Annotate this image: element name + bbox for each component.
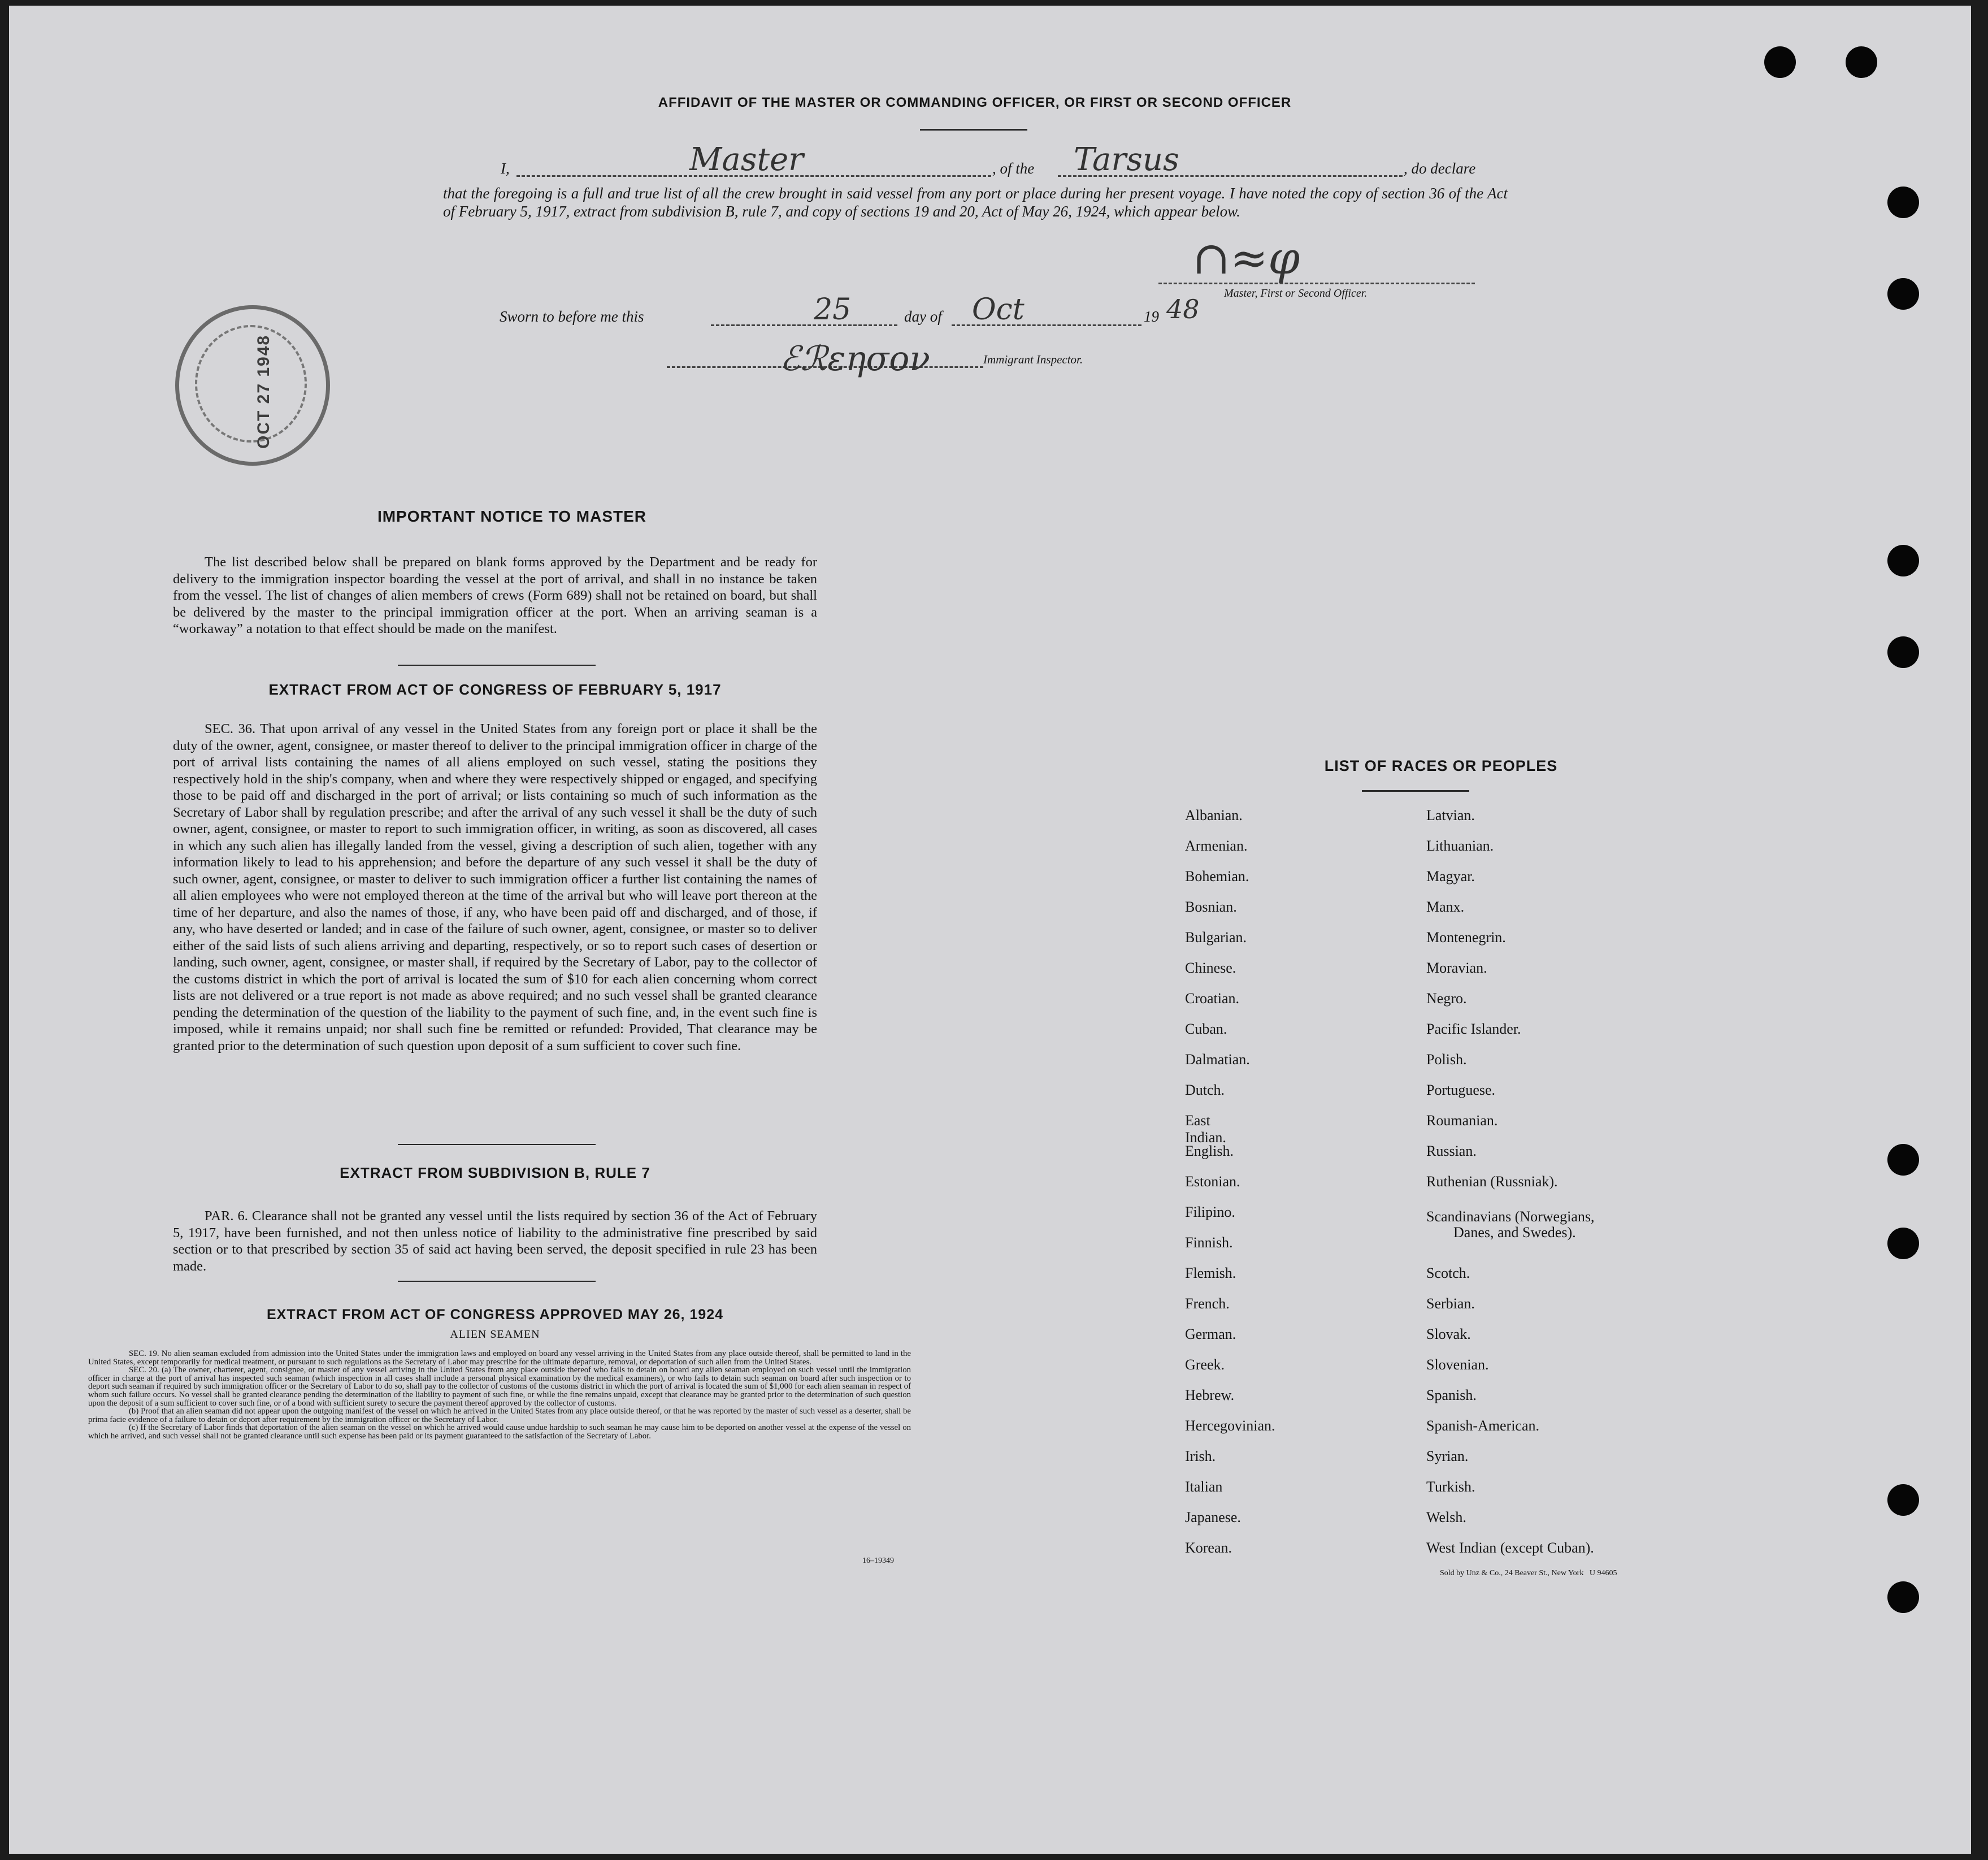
handwritten-day: 25 [814, 293, 852, 327]
race-item: English. [1185, 1143, 1234, 1159]
race-item: Korean. [1185, 1540, 1232, 1556]
race-item: Welsh. [1426, 1509, 1466, 1525]
race-item: Russian. [1426, 1143, 1477, 1159]
race-item: Manx. [1426, 899, 1465, 915]
year-prefix: 19 [1144, 308, 1159, 325]
handwritten-year: 48 [1166, 294, 1200, 324]
race-item: Cuban. [1185, 1021, 1227, 1037]
race-item: Slovak. [1426, 1326, 1471, 1342]
inspector-caption: Immigrant Inspector. [983, 353, 1083, 366]
extract1917-title: EXTRACT FROM ACT OF CONGRESS OF FEBRUARY 5, 1917 [268, 681, 722, 698]
rule7-body [173, 1208, 817, 1274]
handwritten-month: Oct [972, 293, 1025, 327]
race-item: Hercegovinian. [1185, 1417, 1275, 1434]
punch-hole [1846, 46, 1877, 78]
day-blank [711, 324, 897, 326]
signature-caption: Master, First or Second Officer. [1224, 287, 1368, 300]
race-item: Japanese. [1185, 1509, 1241, 1525]
race-item: Dalmatian. [1185, 1051, 1250, 1068]
affidavit-line1-prefix: I, [501, 160, 510, 177]
race-item: Portuguese. [1426, 1082, 1496, 1098]
race-item: French. [1185, 1295, 1230, 1312]
date-stamp [175, 305, 330, 466]
race-item: Croatian. [1185, 990, 1240, 1007]
race-item: Latvian. [1426, 807, 1475, 823]
race-item: Syrian. [1426, 1448, 1469, 1464]
race-item: Finnish. [1185, 1234, 1233, 1251]
section-rule [398, 1281, 596, 1282]
sec19-paragraph: SEC. 19. No alien seaman excluded from admission into the United States under the immigration laws and employed on board any vessel arriving in the United States from any place outside thereof, shall be permitted to land in the United States, except temporarily for medical treatment, or pursuant to such regulations as the Secretary of Labor may prescribe for the ultimate departure, removal, or deportation of such alien from the United States. [88, 1349, 911, 1367]
extract1924-body [88, 1350, 911, 1441]
race-item: Estonian. [1185, 1173, 1240, 1190]
notice-title: IMPORTANT NOTICE TO MASTER [377, 508, 647, 525]
punch-hole [1887, 1581, 1919, 1613]
race-item: Filipino. [1185, 1204, 1235, 1220]
extract1924-subtitle: ALIEN SEAMEN [450, 1328, 540, 1341]
punch-hole [1887, 1144, 1919, 1176]
form-number: 16–19349 [862, 1556, 894, 1565]
race-item: Roumanian. [1426, 1112, 1498, 1129]
printer-footer: Sold by Unz & Co., 24 Beaver St., New York U 94605 [1440, 1569, 1617, 1577]
races-title-rule [1362, 790, 1469, 792]
par6-paragraph: PAR. 6. Clearance shall not be granted any vessel until the lists required by section 36 of the Act of February 5, 1917, have been furnished, and not then unless notice of liability to the administrative fine prescribed by said section or to that prescribed by section 35 of said act having been served, the deposit specified in rule 23 has been made. [173, 1208, 817, 1274]
extract1924-title: EXTRACT FROM ACT OF CONGRESS APPROVED MAY 26, 1924 [266, 1307, 724, 1323]
race-item: Hebrew. [1185, 1387, 1235, 1403]
punch-hole [1887, 187, 1919, 218]
affidavit-title: AFFIDAVIT OF THE MASTER OR COMMANDING OFFICER, OR FIRST OR SECOND OFFICER [658, 95, 1292, 110]
race-item: Ruthenian (Russniak). [1426, 1173, 1558, 1190]
notice-body [173, 554, 817, 638]
day-of: day of [904, 308, 942, 325]
section-rule [398, 1144, 596, 1145]
race-item: Scandinavians (Norwegians, [1426, 1208, 1595, 1225]
race-item: Slovenian. [1426, 1356, 1489, 1373]
sec20b-paragraph: (b) Proof that an alien seaman did not appear upon the outgoing manifest of the vessel on which he arrived in the United States from any place outside thereof, or that he was reported by the master of such vessel as a deserter, shall be prima facie evidence of a failure to detain or deport after requirement by the immigration officer or the Secretary of Labor. [88, 1407, 911, 1424]
race-item: Bulgarian. [1185, 929, 1247, 946]
section-rule [398, 665, 596, 666]
race-item: Moravian. [1426, 960, 1487, 976]
extract1917-body [173, 721, 817, 1054]
race-item: German. [1185, 1326, 1236, 1342]
punch-hole [1887, 545, 1919, 576]
inspector-signature: ℰℛεησον [780, 339, 930, 379]
race-item: Montenegrin. [1426, 929, 1506, 946]
master-signature: ∩≈φ [1192, 232, 1300, 284]
rule7-title: EXTRACT FROM SUBDIVISION B, RULE 7 [340, 1164, 650, 1181]
title-rule [920, 129, 1027, 131]
races-title: LIST OF RACES OR PEOPLES [1324, 757, 1558, 774]
race-item: Italian [1185, 1479, 1223, 1495]
race-item: Danes, and Swedes). [1453, 1224, 1576, 1241]
race-item: Pacific Islander. [1426, 1021, 1521, 1037]
handwritten-name: Master [689, 141, 804, 178]
stamp-date: OCT 27 1948 [254, 334, 273, 449]
race-item: Greek. [1185, 1356, 1225, 1373]
race-item: Albanian. [1185, 807, 1243, 823]
punch-hole [1764, 46, 1796, 78]
punch-hole [1887, 1484, 1919, 1516]
punch-hole [1887, 636, 1919, 668]
race-item: Dutch. [1185, 1082, 1225, 1098]
signature-line [1158, 283, 1475, 284]
stamp-inner-ring [195, 325, 307, 443]
race-item: Spanish. [1426, 1387, 1477, 1403]
affidavit-body: that the foregoing is a full and true list of all the crew brought in said vessel from any port or place during her present voyage. I have noted the copy of section 36 of the Act of February 5, 1917, extract from subdivision B, rule 7, and copy of sections 19 and 20, Act of May 26, 1924, which appear below. [443, 185, 1508, 220]
race-item: Bohemian. [1185, 868, 1249, 885]
sec20a-paragraph: SEC. 20. (a) The owner, charterer, agent, consignee, or master of any vessel arriving in the United States from any place outside thereof who fails to detain on board any alien seaman employed on such vessel until the immigration officer in charge at the port of arrival has inspected such seaman (which inspection in all cases shall include a personal physical examination by the medical examiners), or who fails to detain such seaman on board after such inspection or to deport such seaman if required by such immigration officer or the Secretary of Labor to do so, shall pay to the collector of customs of the customs district in which the port of arrival is located the sum of $1,000 for each alien seaman in respect of whom such failure occurs. No vessel shall be granted clearance pending the determination of the liability to payment of such fine, or while the fine remains unpaid, except that clearance may be granted prior to the determination of such question upon the deposit of a sum sufficient to cover such fine, or of a bond with sufficient surety to secure the payment thereof approved by the collector of customs. [88, 1365, 911, 1408]
race-item: West Indian (except Cuban). [1426, 1540, 1594, 1556]
race-item: Flemish. [1185, 1265, 1236, 1281]
race-item: Spanish-American. [1426, 1417, 1540, 1434]
race-item: Scotch. [1426, 1265, 1470, 1281]
punch-hole [1887, 1228, 1919, 1259]
race-item: Polish. [1426, 1051, 1467, 1068]
race-item: Bosnian. [1185, 899, 1237, 915]
affidavit-line1-suffix: , do declare [1404, 160, 1476, 177]
race-item: Armenian. [1185, 838, 1248, 854]
race-item: Chinese. [1185, 960, 1236, 976]
race-item: Lithuanian. [1426, 838, 1494, 854]
sec20c-paragraph: (c) If the Secretary of Labor finds that deportation of the alien seaman on the vessel on which he arrived would cause undue hardship to such seaman he may cause him to be deported on another vessel at the expense of the vessel on which he arrived, and such vessel shall not be granted clearance until such expense has been paid or its payment guaranteed to the satisfaction of the Secretary of Labor. [88, 1423, 911, 1441]
sworn-prefix: Sworn to before me this [500, 308, 644, 325]
race-item: Serbian. [1426, 1295, 1475, 1312]
notice-paragraph: The list described below shall be prepared on blank forms approved by the Department and be ready for delivery to the immigration inspector boarding the vessel at the port of arrival, and shall in no instance be taken from the vessel. The list of changes of alien members of crews (Form 689) shall not be retained on board, but shall be delivered by the master to the principal immigration officer at the port. When an arriving seaman is a “workaway” a notation to that effect should be made on the manifest. [173, 554, 817, 636]
punch-hole [1887, 278, 1919, 310]
handwritten-vessel: Tarsus [1074, 141, 1179, 178]
race-item: Irish. [1185, 1448, 1216, 1464]
affidavit-line1-mid: , of the [992, 160, 1035, 177]
race-item: Turkish. [1426, 1479, 1475, 1495]
race-item: East Indian. [1185, 1112, 1226, 1146]
race-item: Negro. [1426, 990, 1467, 1007]
sec36-paragraph: SEC. 36. That upon arrival of any vessel in the United States from any foreign port or place it shall be the duty of the owner, agent, consignee, or master thereof to deliver to the principal immigration officer in charge of the port of arrival lists containing the names of all aliens employed on such vessel, stating the positions they respectively hold in the ship's company, when and where they were respectively shipped or engaged, and specifying those to be paid off and discharged in the port of arrival; or lists containing so much of such information as the Secretary of Labor shall by regulation prescribe; and after the arrival of any such vessel it shall be the duty of such owner, agent, consignee, or master to report to such immigration officer, in writing, as soon as discovered, all cases in which any such alien has illegally landed from the vessel, giving a description of such alien, together with any information likely to lead to his apprehension; and before the departure of any such vessel it shall be the duty of such owner, agent, consignee, or master to deliver to such immigration officer a further list containing the names of all alien employees who were not employed thereon at the time of the arrival but who will leave port thereon at the time of her departure, and also the names of those, if any, who have been paid off and discharged, and of those, if any, who have deserted or landed; and in case of the failure of such owner, agent, consignee, or master so to deliver either of the said lists of such aliens arriving and departing, respectively, or so to report such cases of desertion or landing, such owner, agent, consignee, or master shall, if required by the Secretary of Labor, pay to the collector of the customs district in which the port of arrival is located the sum of $10 for each alien concerning whom correct lists are not delivered or a true report is not made as above required; and no such vessel shall be granted clearance pending the determination of the question of the liability to the payment of such fine, and, in the event such fine is imposed, while it remains unpaid; nor shall such fine be remitted or refunded: Provided, That clearance may be granted prior to the determination of such question upon deposit of a sum sufficient to cover such fine. [173, 721, 817, 1053]
race-item: Magyar. [1426, 868, 1475, 885]
